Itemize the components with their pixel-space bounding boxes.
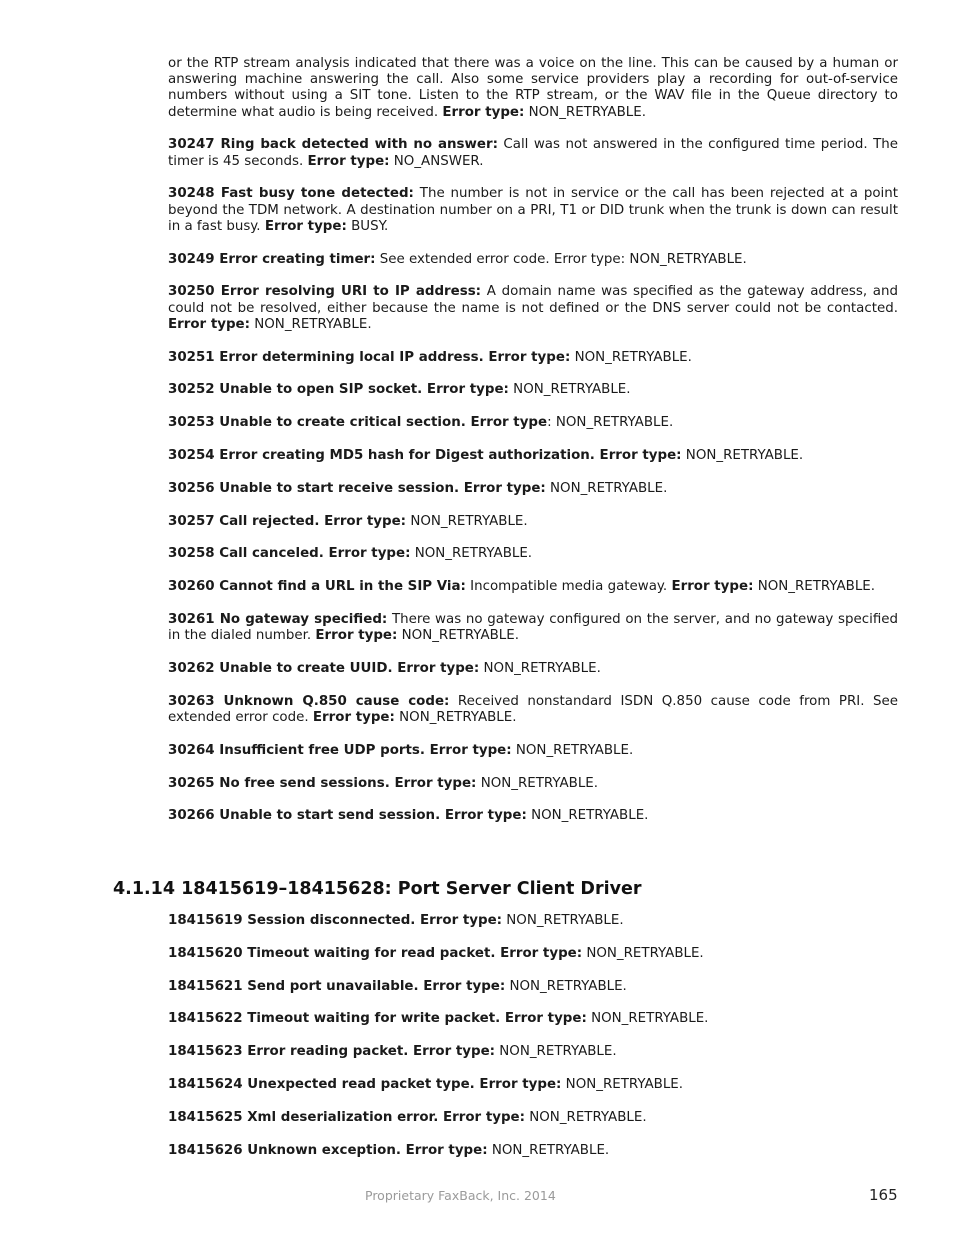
code-18415619 <box>168 913 898 929</box>
code-title: 30266 Unable to start send session. Error type: <box>168 808 527 824</box>
code-30253 <box>168 415 898 431</box>
code-title: 30257 Call rejected. Error type: <box>168 513 407 529</box>
code-title: 30260 Cannot find a URL in the SIP Via: <box>168 579 466 595</box>
error-code-list <box>168 56 898 841</box>
code-title: 30251 Error determining local IP address. Error type: <box>168 349 571 365</box>
page-number: 165 <box>869 1186 898 1204</box>
code-title: 30252 Unable to open SIP socket. Error type: <box>168 382 509 398</box>
code-title: 30250 Error resolving URI to IP address: <box>168 284 482 300</box>
error-type-value: NON_RETRYABLE. <box>586 945 704 961</box>
error-type-value: NON_RETRYABLE. <box>401 628 519 644</box>
code-30265 <box>168 776 898 792</box>
code-title: 18415621 Send port unavailable. Error type: <box>168 978 506 994</box>
code-18415625 <box>168 1110 898 1126</box>
code-title: 18415620 Timeout waiting for read packet. Error type: <box>168 945 583 961</box>
error-type-label: Error type: <box>671 579 754 595</box>
code-description: See extended error code. Error type: NON_RETRYABLE. <box>379 251 747 267</box>
error-type-value: NON_RETRYABLE. <box>491 1142 610 1158</box>
error-type-value: BUSY. <box>351 218 389 234</box>
footer-copyright: Proprietary FaxBack, Inc. 2014 <box>365 1188 556 1203</box>
code-30266 <box>168 808 898 824</box>
code-title: 30256 Unable to start receive session. Error type: <box>168 480 546 496</box>
code-30264 <box>168 743 898 759</box>
code-description: Call was not answered in the configured time period. The timer is 45 seconds. <box>168 137 898 169</box>
error-type-label: Error type: <box>264 218 347 234</box>
section-heading: 4.1.14 18415619–18415628: Port Server Client Driver <box>113 879 642 899</box>
code-30250 <box>168 284 898 333</box>
error-type-value: NON_RETRYABLE. <box>565 1076 683 1092</box>
error-type-value: NON_RETRYABLE. <box>254 316 372 332</box>
code-title: 30263 Unknown Q.850 cause code: <box>168 693 450 709</box>
intro-text: or the RTP stream analysis indicated that there was a voice on the line. This can be caused by a human or answering machine answering the call. Also some service providers play a recording for out-of-service numbers without using a SIT tone. Listen to the RTP stream, or the WAV file in the Queue directory to determine what audio is being received. <box>168 56 898 120</box>
code-30262 <box>168 661 898 677</box>
code-30260 <box>168 579 898 595</box>
code-30261 <box>168 612 898 644</box>
code-title: 30262 Unable to create UUID. Error type: <box>168 660 480 676</box>
error-type-label: Error type: <box>168 316 250 332</box>
code-description: Incompatible media gateway. <box>470 579 668 595</box>
error-type-value: NON_RETRYABLE. <box>499 1044 617 1060</box>
code-30249 <box>168 252 898 268</box>
error-type-value: NON_RETRYABLE. <box>483 660 601 676</box>
code-title: 18415623 Error reading packet. Error type: <box>168 1044 496 1060</box>
code-18415621 <box>168 979 898 995</box>
code-18415620 <box>168 946 898 962</box>
code-18415623 <box>168 1044 898 1060</box>
error-type-value: NON_RETRYABLE. <box>550 480 668 496</box>
code-30252 <box>168 382 898 398</box>
code-18415622 <box>168 1011 898 1027</box>
error-type-value: NON_RETRYABLE. <box>591 1011 709 1027</box>
code-title: 30258 Call canceled. Error type: <box>168 546 411 562</box>
code-30263 <box>168 694 898 726</box>
code-title: 30253 Unable to create critical section. Error type <box>168 415 548 431</box>
code-title: 30247 Ring back detected with no answer: <box>168 137 498 153</box>
error-type-label: Error type: <box>312 709 395 725</box>
code-title: 18415622 Timeout waiting for write packet. Error type: <box>168 1011 587 1027</box>
code-description: The number is not in service or the call has been rejected at a point beyond the TDM network. A destination number on a PRI, T1 or DID trunk when the trunk is down can result in a fast busy. <box>168 186 899 234</box>
code-18415626 <box>168 1143 898 1159</box>
code-title: 30261 No gateway specified: <box>168 611 388 627</box>
code-title: 30264 Insufficient free UDP ports. Error type: <box>168 742 512 758</box>
code-title: 30265 No free send sessions. Error type: <box>168 775 477 791</box>
code-title: 30254 Error creating MD5 hash for Digest authorization. Error type: <box>168 448 682 463</box>
port-server-code-list <box>168 913 898 1175</box>
code-description: Received nonstandard ISDN Q.850 cause code from PRI. See extended error code. <box>168 693 898 725</box>
error-type-value: NON_RETRYABLE. <box>513 382 631 398</box>
error-type-value: NON_RETRYABLE. <box>480 775 599 791</box>
error-type-value: NON_RETRYABLE. <box>399 709 517 725</box>
error-type-value: NON_RETRYABLE. <box>574 349 692 365</box>
error-type-value: NON_RETRYABLE. <box>410 513 528 529</box>
code-title: 18415619 Session disconnected. Error type: <box>168 913 503 928</box>
code-title: 30248 Fast busy tone detected: <box>168 186 414 202</box>
code-title: 18415626 Unknown exception. Error type: <box>168 1142 488 1158</box>
error-type-value: NON_RETRYABLE. <box>531 808 649 824</box>
error-type-label: Error type: <box>315 628 398 644</box>
code-description: A domain name was specified as the gateway address, and could not be resolved, either because the name is not defined or the DNS server could not be contacted. <box>168 284 898 316</box>
code-30258 <box>168 546 898 562</box>
error-type-value: NON_RETRYABLE. <box>529 1109 647 1125</box>
code-title: 30249 Error creating timer: <box>168 251 376 267</box>
error-type-value: NON_RETRYABLE. <box>509 978 627 994</box>
error-type-value: : NON_RETRYABLE. <box>547 415 674 431</box>
error-type-value: NON_RETRYABLE. <box>515 742 634 758</box>
error-type-value: NON_RETRYABLE. <box>528 104 646 120</box>
error-type-value: NON_RETRYABLE. <box>506 913 624 928</box>
error-type-label: Error type: <box>442 104 525 120</box>
intro-paragraph <box>168 56 898 121</box>
code-30251 <box>168 350 898 366</box>
error-type-label: Error type: <box>307 153 390 169</box>
code-30254 <box>168 448 898 464</box>
error-type-value: NON_RETRYABLE. <box>685 448 804 463</box>
code-30247 <box>168 137 898 169</box>
code-30257 <box>168 514 898 530</box>
code-description: There was no gateway configured on the server, and no gateway specified in the dialed number. <box>168 611 898 644</box>
code-title: 18415625 Xml deserialization error. Error type: <box>168 1109 525 1125</box>
error-type-value: NO_ANSWER. <box>393 153 484 169</box>
code-30256 <box>168 481 898 497</box>
code-18415624 <box>168 1077 898 1093</box>
error-type-value: NON_RETRYABLE. <box>757 579 876 595</box>
code-30248 <box>168 186 898 235</box>
code-title: 18415624 Unexpected read packet type. Error type: <box>168 1076 562 1092</box>
error-type-value: NON_RETRYABLE. <box>414 546 533 562</box>
